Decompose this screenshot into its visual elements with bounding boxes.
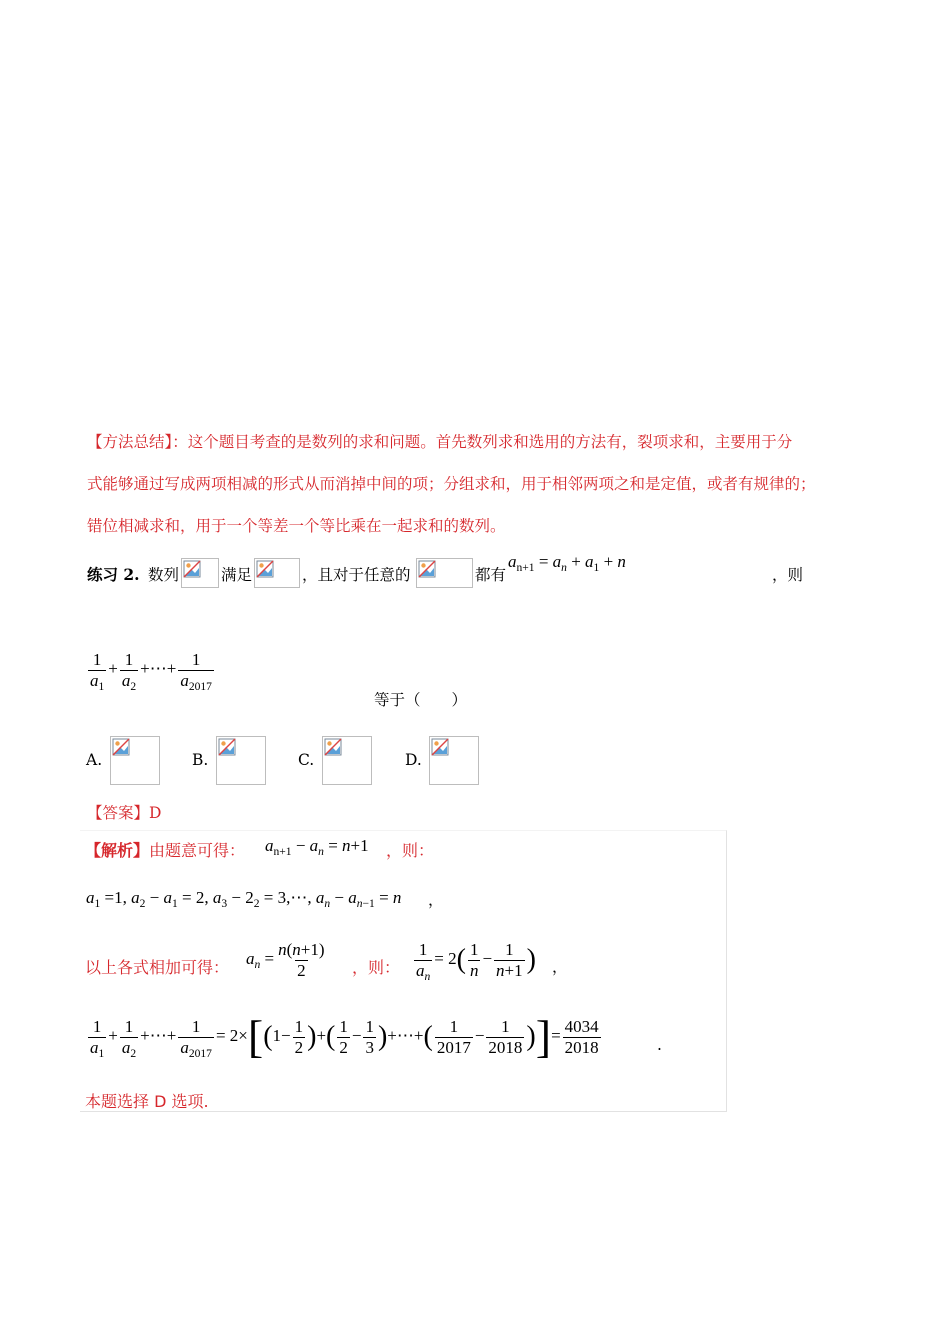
exercise-label: 练习 2. (87, 565, 140, 584)
analysis-line-1 (85, 838, 245, 861)
analysis-l3-text: 以上各式相加可得： (85, 958, 230, 977)
option-c-label[interactable]: C. (298, 751, 315, 769)
analysis-l3-formula-1: $a_n$ = $\frac{n(n+1)}{2}$ (246, 940, 325, 980)
summary-line-2: 式能够通过写成两项相减的形式从而消掉中间的项；分组求和，用于相邻两项之和是定值，或者有规律的； (87, 475, 816, 493)
broken-image-icon (431, 738, 449, 756)
analysis-l4-formula: $\frac{1}{a_1}$ + $\frac{1}{a_2}$ +⋯+ $\frac{1}{a_{2017}}$ = 2×[(1− $\frac{1}{2}$ )+( $\frac{1}{2}$ − $\frac{1}{3}$ )+⋯+( $\frac{1}{2017}$ − $\frac{1}{2018}$ )]= $\frac{4034}{2018}$ (90, 1011, 599, 1062)
broken-image-icon (183, 560, 201, 578)
image-placeholder (416, 558, 473, 588)
option-d-image[interactable] (429, 736, 479, 785)
exercise-text-5: ，则 (772, 566, 804, 584)
broken-image-icon (112, 738, 130, 756)
broken-image-icon (418, 560, 436, 578)
exercise-text-2: 满足 (221, 566, 253, 584)
broken-image-icon (256, 560, 274, 578)
option-a-label[interactable]: A. (86, 751, 103, 769)
answer (87, 801, 161, 823)
analysis-l2-end: ， (428, 891, 444, 909)
analysis-label: 【解析】 (85, 841, 150, 860)
analysis-l3-end: ， (552, 958, 568, 976)
analysis-l4-end: . (657, 1036, 662, 1054)
equals-text: 等于（ ） (374, 691, 468, 709)
image-placeholder (181, 558, 219, 588)
answer-value: D (149, 804, 162, 822)
analysis-l1-formula: $a_{n+1} - a_n = n+1$ (265, 836, 369, 859)
image-placeholder (254, 558, 300, 588)
summary-line-1: 【方法总结】：这个题目考查的是数列的求和问题。首先数列求和选用的方法有，裂项求和，主要用于分 (87, 433, 793, 451)
option-c-image[interactable] (322, 736, 372, 785)
analysis-conclusion: 本题选择 D 选项. (85, 1092, 209, 1111)
analysis-l3-formula-2: $\frac{1}{a_n}$ = 2( $\frac{1}{n}$ − $\frac{1}{n+1}$ ) (416, 940, 536, 983)
answer-label: 【答案】 (87, 804, 150, 822)
option-d-label[interactable]: D. (405, 751, 422, 769)
summary-line-3: 错位相减求和，用于一个等差一个等比乘在一起求和的数列。 (87, 517, 506, 535)
broken-image-icon (324, 738, 342, 756)
broken-image-icon (218, 738, 236, 756)
analysis-l1-end: ，则： (386, 841, 435, 860)
exercise-text-1: 数列 (148, 566, 180, 584)
analysis-l2-formula: $a_1 =1$, $a_2 - a_1 = 2$, $a_3 - 2_2$ = 3,⋯, $a_n - a_{n-1} = n$ (86, 888, 402, 911)
recurrence-formula: $a_{n+1} = a_n + a_1 + n$ (508, 552, 626, 575)
option-b-image[interactable] (216, 736, 266, 785)
exercise-text-4: 都有 (475, 566, 507, 584)
analysis-l3-mid: ，则： (352, 958, 401, 977)
exercise-text-3: ，且对于任意的 (302, 566, 411, 584)
analysis-l1-text: 由题意可得： (149, 841, 246, 860)
option-a-image[interactable] (110, 736, 160, 785)
option-b-label[interactable]: B. (192, 751, 209, 769)
sum-expression: $\frac{1}{a_1}$ + $\frac{1}{a_2}$ +⋯+ $\frac{1}{a_{2017}}$ (90, 650, 212, 693)
